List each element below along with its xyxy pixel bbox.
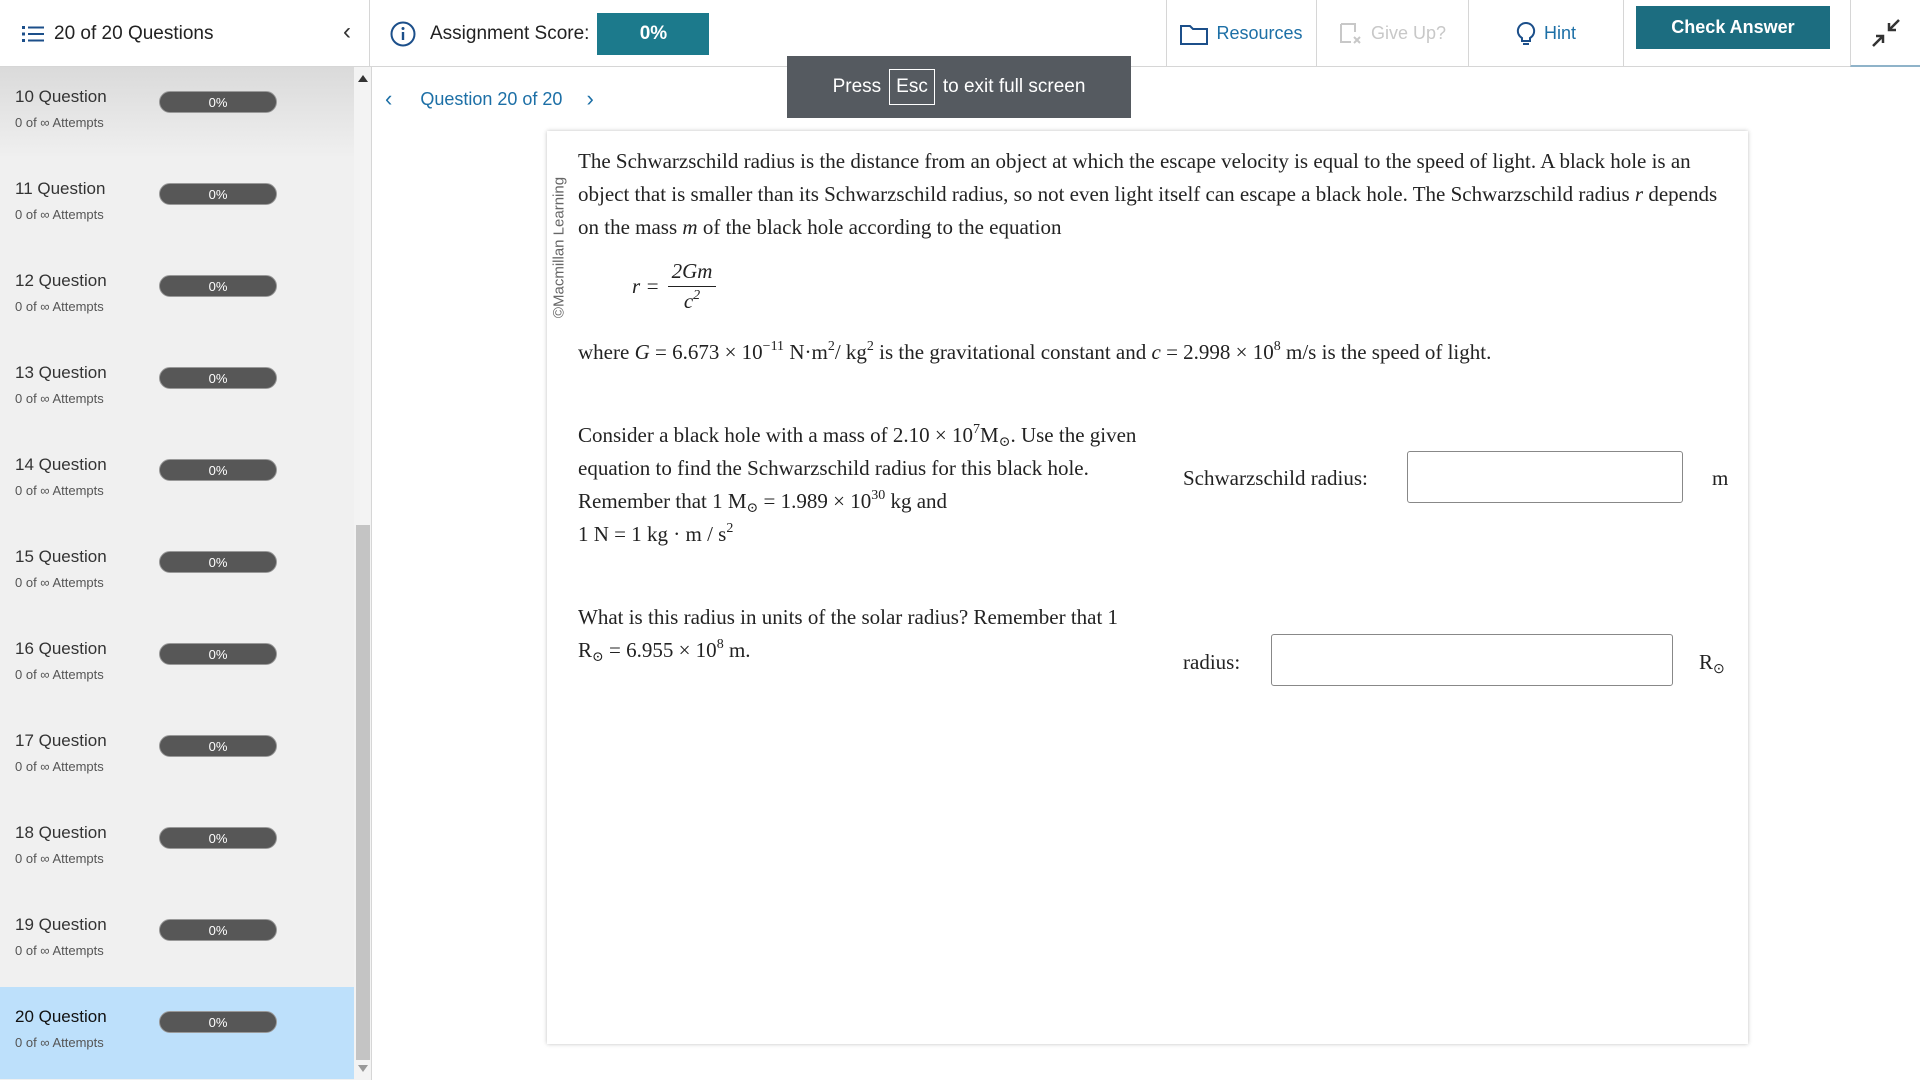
sidebar-question-item[interactable] <box>0 619 354 711</box>
next-question-icon[interactable]: › <box>586 86 594 111</box>
sidebar-question-name: 11 Question <box>15 179 106 198</box>
sidebar-question-name: 15 Question <box>15 547 107 566</box>
give-up-icon <box>1339 22 1363 46</box>
sidebar-question-item[interactable] <box>0 67 354 159</box>
sidebar-question-item[interactable] <box>0 435 354 527</box>
copyright-watermark <box>547 159 571 339</box>
lightbulb-icon <box>1516 21 1536 47</box>
sidebar-question-item[interactable] <box>0 527 354 619</box>
sidebar-progress-bar: 0% <box>159 1011 277 1033</box>
sidebar-attempts: 0 of ∞ Attempts <box>15 575 104 590</box>
sidebar-attempts: 0 of ∞ Attempts <box>15 851 104 866</box>
sidebar-progress-bar: 0% <box>159 827 277 849</box>
hint-button[interactable] <box>1468 0 1624 67</box>
sidebar-question-item[interactable] <box>0 895 354 987</box>
give-up-button[interactable] <box>1316 0 1468 67</box>
sidebar-progress-bar: 0% <box>159 91 277 113</box>
question-sidebar <box>0 67 354 1080</box>
sidebar-question-item[interactable] <box>0 987 354 1079</box>
score-value: 0% <box>597 13 709 55</box>
answer1-label: Schwarzschild radius: <box>1183 466 1368 490</box>
part2-text: What is this radius in units of the solar radius? Remember that 1 $R_⊙ = 6.955 \times 10^8$ m. <box>578 605 1119 665</box>
assignment-score <box>390 0 709 67</box>
resources-button[interactable] <box>1166 0 1316 67</box>
sidebar-attempts: 0 of ∞ Attempts <box>15 667 104 682</box>
sidebar-question-item[interactable] <box>0 343 354 435</box>
question-nav-title: Question 20 of 20 <box>420 88 563 109</box>
sidebar-question-name: 18 Question <box>15 823 107 842</box>
sidebar-progress-bar: 0% <box>159 643 277 665</box>
sidebar-attempts: 0 of ∞ Attempts <box>15 207 104 222</box>
sidebar-attempts: 0 of ∞ Attempts <box>15 943 104 958</box>
score-label: Assignment Score: <box>430 22 590 44</box>
question-count-label: 20 of 20 Questions <box>54 22 214 44</box>
sidebar-scrollbar[interactable] <box>354 67 372 1080</box>
sidebar-question-name: 10 Question <box>15 87 107 106</box>
scroll-thumb[interactable] <box>356 525 370 1060</box>
answer1-unit: m <box>1712 466 1729 490</box>
sidebar-attempts: 0 of ∞ Attempts <box>15 299 104 314</box>
constants-text: where $G = 6.673 \times 10^{-11}$ $N\cdot m^2/$ $kg^2$ is the gravitational constant and $c = 2.998 \times 10^8$ m/s is the speed of light. <box>578 339 1492 364</box>
question-card <box>547 131 1748 1044</box>
toast-press: Press <box>832 76 882 97</box>
hint-label: Hint <box>1543 23 1576 43</box>
sidebar-question-name: 17 Question <box>15 731 107 750</box>
sidebar-progress-bar: 0% <box>159 183 277 205</box>
sidebar-progress-bar: 0% <box>159 275 277 297</box>
sidebar-question-item[interactable] <box>0 803 354 895</box>
sidebar-question-item[interactable] <box>0 711 354 803</box>
answer2-unit: $R_⊙$ <box>1699 650 1725 677</box>
folder-icon <box>1180 23 1208 45</box>
sidebar-progress-bar: 0% <box>159 919 277 941</box>
sidebar-progress-bar: 0% <box>159 551 277 573</box>
info-icon[interactable] <box>390 21 416 47</box>
collapse-sidebar-icon[interactable]: ‹ <box>343 18 351 45</box>
sidebar-progress-bar: 0% <box>159 459 277 481</box>
question-count-toggle[interactable] <box>0 0 370 67</box>
prev-question-icon[interactable]: ‹ <box>385 86 393 111</box>
sidebar-question-name: 14 Question <box>15 455 107 474</box>
toast-esc-key: Esc <box>889 69 935 105</box>
sidebar-question-name: 12 Question <box>15 271 107 290</box>
list-icon <box>22 25 44 43</box>
question-nav <box>385 84 594 114</box>
sidebar-progress-bar: 0% <box>159 735 277 757</box>
sidebar-attempts: 0 of ∞ Attempts <box>15 1035 104 1050</box>
sidebar-question-name: 16 Question <box>15 639 107 658</box>
schwarzschild-equation: r = $\frac{2Gm}{c^2}$ <box>632 259 716 314</box>
resources-label: Resources <box>1216 23 1303 43</box>
sidebar-question-item[interactable] <box>0 159 354 251</box>
sidebar-question-name: 19 Question <box>15 915 107 934</box>
sidebar-question-name: 13 Question <box>15 363 107 382</box>
exit-fullscreen-button[interactable] <box>1850 0 1920 67</box>
sidebar-question-item[interactable] <box>0 251 354 343</box>
question-intro: The Schwarzschild radius is the distance from an object at which the escape velocity is equal to the speed of light. A black hole is an object that is smaller than its Schwarzschild radius, so not even light itself can escape a black hole. The Schwarzschild radius r depends on the mass m of the black hole according to the equation <box>578 149 1718 239</box>
give-up-label: Give Up? <box>1370 23 1447 43</box>
collapse-arrows-icon <box>1871 18 1901 48</box>
answer2-label: radius: <box>1183 650 1241 674</box>
part1-text: Consider a black hole with a mass of $2.10 \times 10^7M_⊙$. Use the given equation to find the Schwarzschild radius for this black hole. Remember that 1 $M_⊙ = 1.989 \times 10^{30}$ kg and 1 N = 1 kg · m / $s^2$ <box>578 422 1137 546</box>
schwarzschild-radius-input[interactable] <box>1407 451 1683 503</box>
sidebar-attempts: 0 of ∞ Attempts <box>15 115 104 130</box>
watermark-text: ©Macmillan Learning <box>550 176 568 319</box>
sidebar-question-name: 20 Question <box>15 1007 107 1026</box>
check-answer-button[interactable]: Check Answer <box>1636 6 1830 49</box>
toast-text: to exit full screen <box>942 76 1086 97</box>
solar-radius-input[interactable] <box>1271 634 1673 686</box>
sidebar-progress-bar: 0% <box>159 367 277 389</box>
sidebar-attempts: 0 of ∞ Attempts <box>15 391 104 406</box>
sidebar-attempts: 0 of ∞ Attempts <box>15 483 104 498</box>
fullscreen-toast <box>787 56 1131 118</box>
scroll-up-icon[interactable] <box>358 75 368 82</box>
scroll-down-icon[interactable] <box>358 1065 368 1072</box>
sidebar-attempts: 0 of ∞ Attempts <box>15 759 104 774</box>
